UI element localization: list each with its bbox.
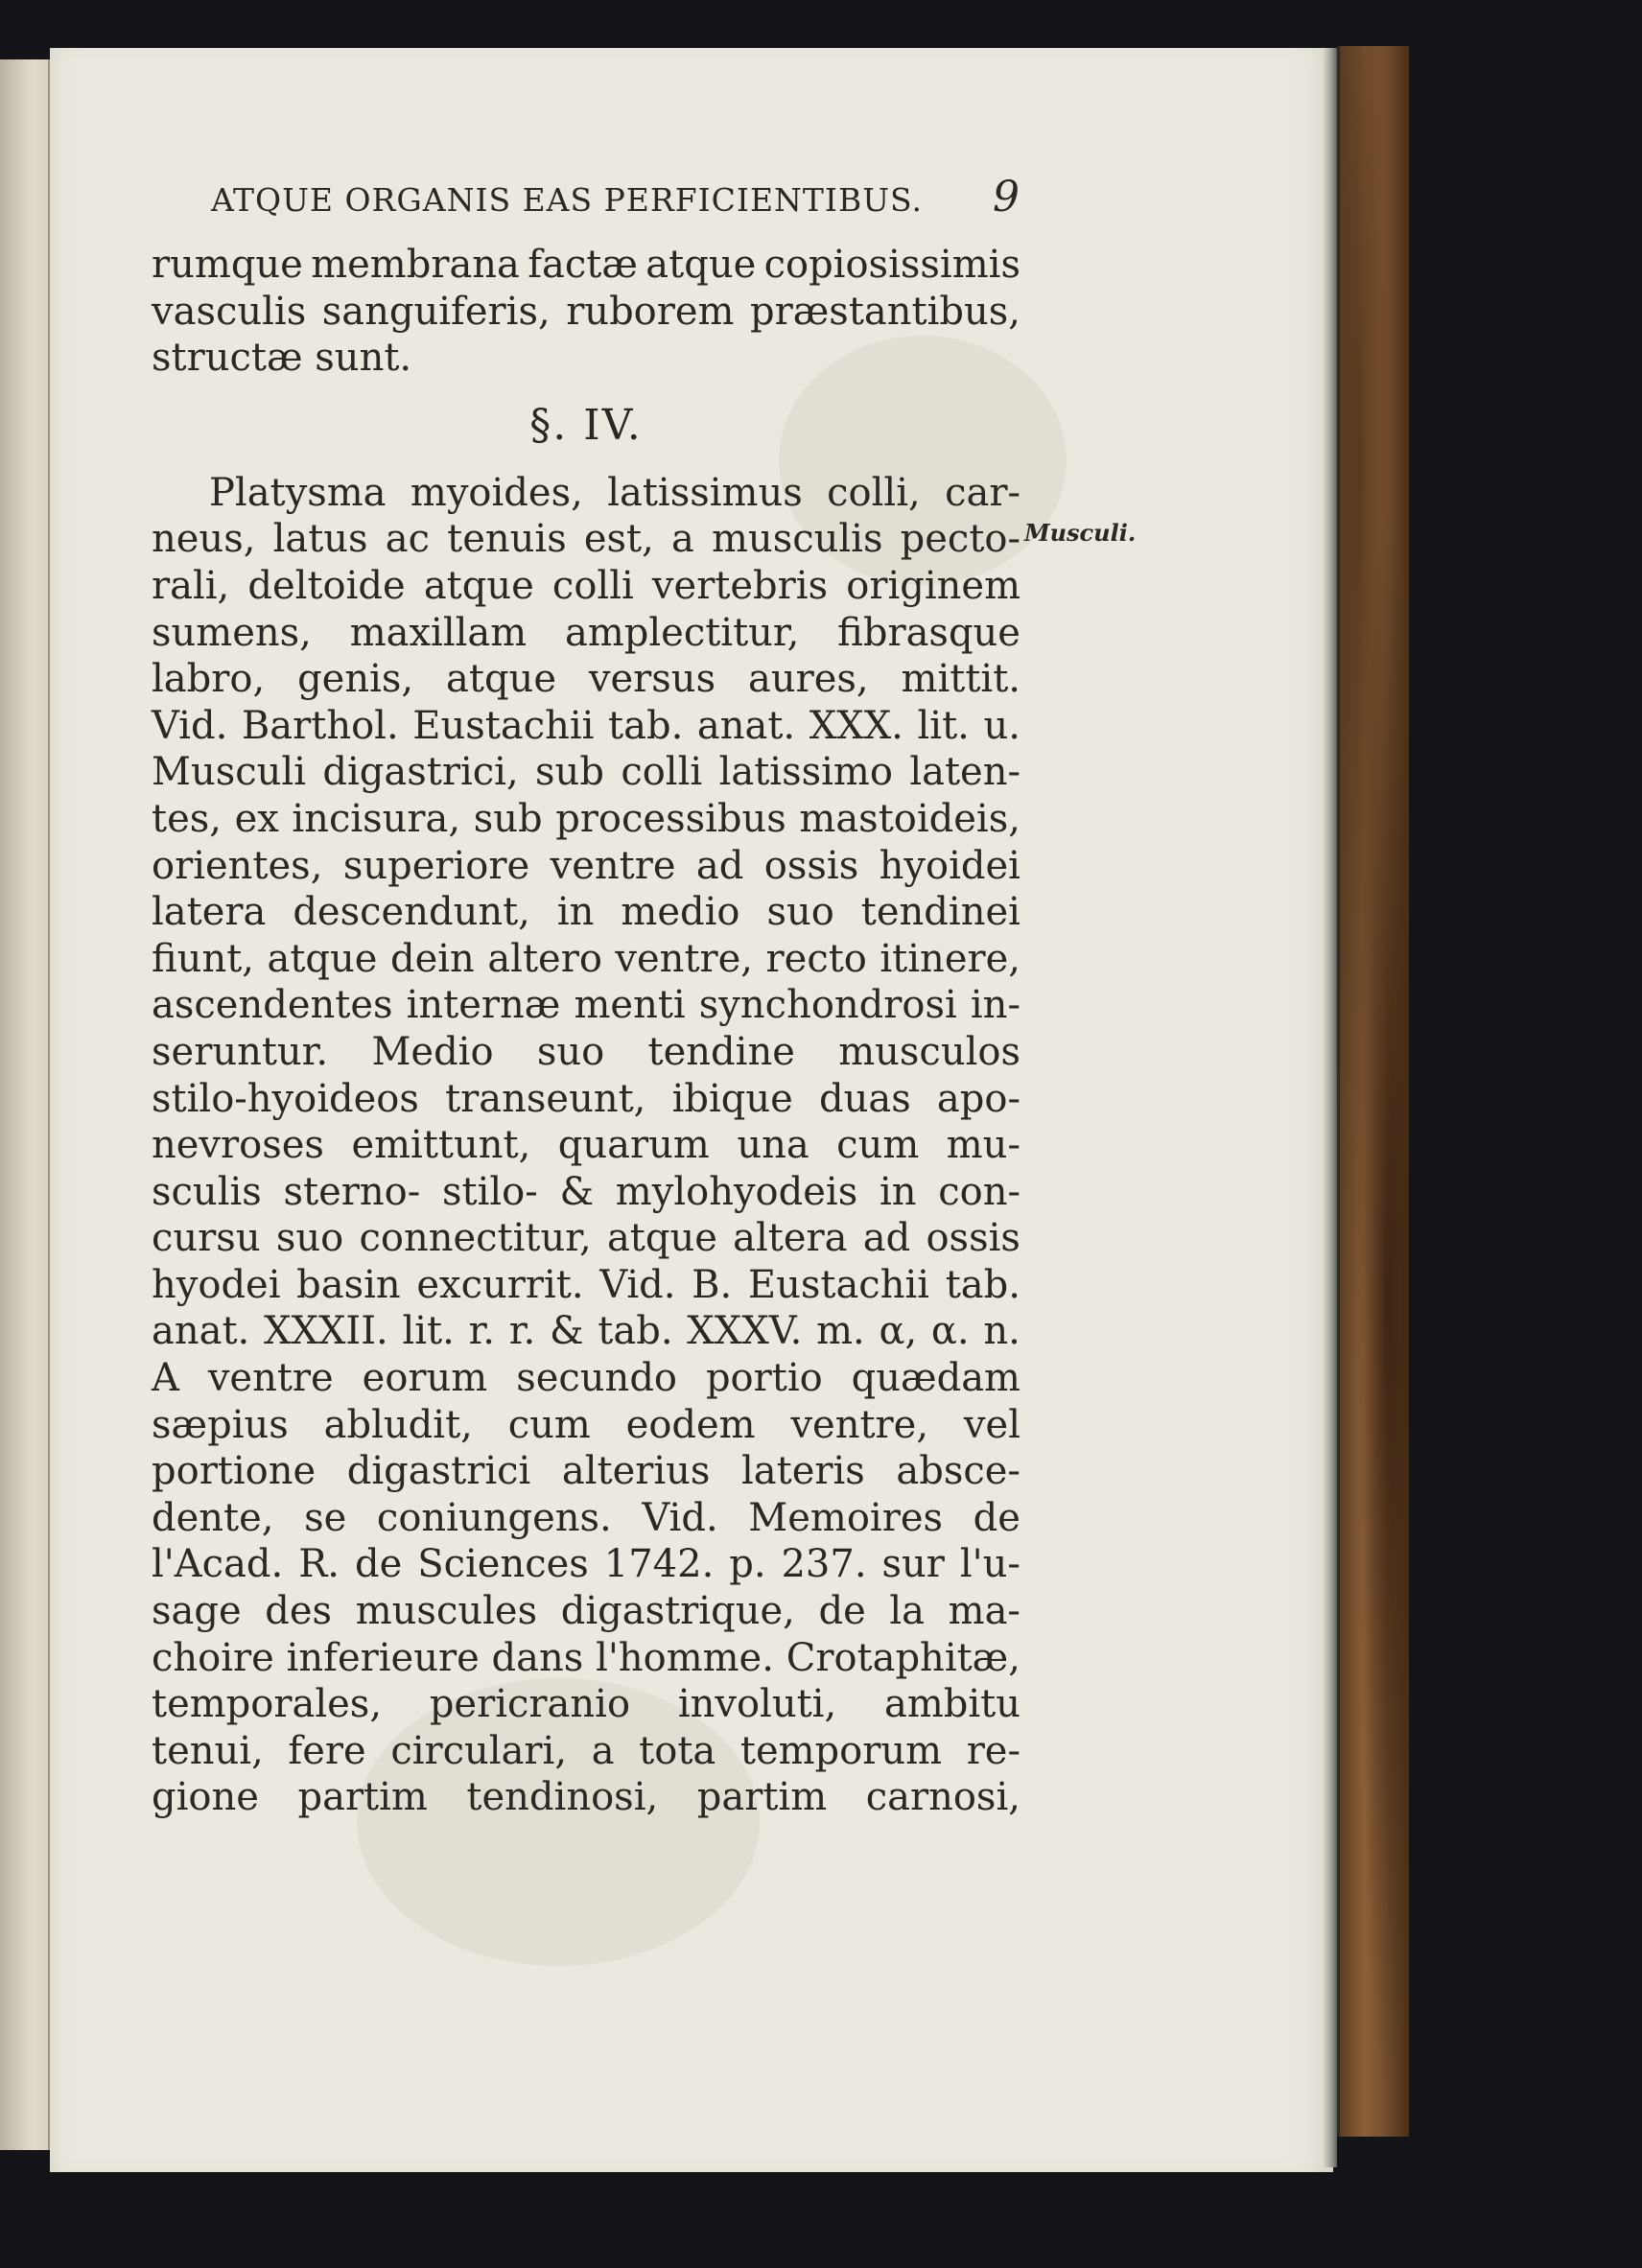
word: ad: [695, 843, 744, 888]
word: eorum: [362, 1356, 488, 1401]
word: copiosissimis: [763, 243, 1020, 287]
word: est,: [583, 517, 654, 562]
word: muscules: [355, 1589, 538, 1634]
text-line: [152, 1402, 1020, 1449]
word: latera: [152, 890, 267, 935]
word: tab.: [608, 703, 684, 748]
word: circulari,: [390, 1728, 568, 1773]
word: latus: [272, 517, 368, 562]
word: seruntur.: [152, 1029, 329, 1074]
word: des: [265, 1589, 333, 1634]
word: Crotaphitæ,: [786, 1635, 1020, 1680]
word: Vid.: [599, 1262, 676, 1307]
word: lit.: [402, 1309, 455, 1354]
word: fibrasque: [837, 610, 1020, 655]
word: Barthol.: [241, 703, 399, 748]
text-line: [152, 1728, 1020, 1775]
word: latissimus: [607, 470, 803, 515]
word: suo: [275, 1216, 344, 1261]
word: suo: [766, 890, 834, 935]
word: de: [973, 1495, 1020, 1540]
word: originem: [846, 563, 1020, 608]
word: transeunt,: [445, 1076, 646, 1121]
word: ascendentes: [152, 983, 393, 1028]
word: tes,: [152, 796, 222, 841]
text-line: [152, 563, 1020, 610]
word: la: [889, 1589, 926, 1634]
word: mu-: [946, 1123, 1020, 1168]
text-line: [152, 982, 1020, 1029]
text-line: [152, 1169, 1020, 1216]
word: latissimo: [718, 750, 893, 795]
word: in-: [970, 983, 1020, 1028]
word: Musculi: [152, 750, 306, 795]
word: portio: [705, 1356, 823, 1401]
word: cum: [836, 1123, 920, 1168]
word: in: [879, 1169, 917, 1214]
word: carnosi,: [865, 1775, 1020, 1820]
word: altero: [487, 936, 602, 981]
word: cursu: [152, 1216, 261, 1261]
word: sumens,: [152, 610, 312, 655]
word: ac: [385, 517, 430, 562]
word: u.: [983, 703, 1020, 748]
word: tab.: [945, 1262, 1020, 1307]
word: tota: [639, 1728, 716, 1773]
word: atque: [606, 1216, 717, 1261]
text-line: [152, 1029, 1020, 1076]
text-line: [152, 1635, 1020, 1682]
word: genis,: [297, 657, 414, 702]
word: sanguiferis,: [321, 289, 551, 334]
word: a: [671, 517, 694, 562]
word: re-: [966, 1728, 1020, 1773]
word: colli: [551, 563, 634, 608]
text-line: [152, 1681, 1020, 1728]
word: coniungens.: [376, 1495, 612, 1540]
word: sub: [473, 796, 543, 841]
lines-before-heading: [152, 242, 1020, 382]
word: suo: [536, 1029, 605, 1074]
word: præstantibus,: [749, 289, 1020, 334]
word: 237.: [781, 1542, 867, 1587]
text-line: [152, 843, 1020, 890]
word: mylohyodeis: [615, 1169, 858, 1214]
word: α.: [930, 1309, 970, 1354]
word: atque: [423, 563, 534, 608]
word: membrana: [311, 243, 520, 287]
text-line: [152, 242, 1020, 289]
word: tab.: [598, 1309, 673, 1354]
word: gione: [152, 1775, 259, 1820]
word: vasculis: [152, 289, 307, 334]
word: m.: [816, 1309, 865, 1354]
word: partim: [696, 1775, 828, 1820]
word: l'homme.: [596, 1635, 774, 1680]
text-line: [152, 889, 1020, 936]
word: orientes,: [152, 843, 323, 888]
word: lit.: [917, 703, 970, 748]
text-line: [152, 656, 1020, 703]
text-line: [152, 289, 1020, 336]
word: 1742.: [603, 1542, 715, 1587]
word: abludit,: [323, 1402, 473, 1447]
word: sæpius: [152, 1402, 289, 1447]
word: vertebris: [651, 563, 829, 608]
word: synchondrosi: [698, 983, 957, 1028]
word: in: [556, 890, 595, 935]
word: recto: [765, 936, 867, 981]
text-line: [152, 1308, 1020, 1355]
word: dein: [389, 936, 475, 981]
word: ma-: [948, 1589, 1020, 1634]
word: de: [354, 1542, 403, 1587]
word: tendine: [647, 1029, 795, 1074]
text-line: [152, 516, 1020, 563]
word: partim: [297, 1775, 428, 1820]
word: lateris: [741, 1449, 865, 1494]
word: nevroses: [152, 1123, 324, 1168]
text-line: [152, 1448, 1020, 1495]
word: temporum: [739, 1728, 943, 1773]
page-number: 9: [993, 173, 1020, 222]
word: stilo-hyoideos: [152, 1076, 419, 1121]
word: Eustachii: [412, 703, 595, 748]
word: ruborem: [566, 289, 735, 334]
word: internæ: [406, 983, 561, 1028]
word: rali,: [152, 563, 230, 608]
page-edge: [1324, 48, 1337, 2167]
word: portione: [152, 1449, 317, 1494]
word: XXX.: [809, 703, 903, 748]
word: involuti,: [677, 1682, 837, 1727]
previous-page-edge: [0, 59, 50, 2150]
word: ex: [234, 796, 279, 841]
word: hyodei: [152, 1262, 281, 1307]
word: quædam: [851, 1356, 1020, 1401]
word: Memoires: [748, 1495, 944, 1540]
word: myoides,: [410, 470, 583, 515]
word: sage: [152, 1589, 242, 1634]
word: apo-: [936, 1076, 1020, 1121]
word: colli,: [827, 470, 921, 515]
word: dente,: [152, 1495, 274, 1540]
word: sterno-: [283, 1169, 421, 1214]
word: con-: [938, 1169, 1020, 1214]
word: ambitu: [883, 1682, 1020, 1727]
word: pericranio: [429, 1682, 631, 1727]
text-line: [152, 470, 1020, 517]
word: musculos: [838, 1029, 1020, 1074]
word: Sciences: [417, 1542, 589, 1587]
paragraph: [152, 470, 1020, 1821]
word: mittit.: [901, 657, 1020, 702]
word: incisura,: [292, 796, 461, 841]
text-line: [152, 1355, 1020, 1402]
word: r.: [508, 1309, 536, 1354]
word: ad: [862, 1216, 911, 1261]
word: tendinosi,: [466, 1775, 659, 1820]
word: sub: [535, 750, 604, 795]
word: a: [591, 1728, 615, 1773]
word: digastrici,: [322, 750, 519, 795]
word: aures,: [748, 657, 869, 702]
word: atque: [446, 657, 556, 702]
word: XXXV.: [687, 1309, 803, 1354]
text-block: [152, 173, 1020, 1821]
word: descendunt,: [293, 890, 530, 935]
word: stilo-: [441, 1169, 538, 1214]
word: inferieure: [286, 1635, 480, 1680]
section-heading: §. IV.: [529, 400, 643, 450]
word: ventre,: [615, 936, 754, 981]
word: labro,: [152, 657, 266, 702]
word: hyoidei: [879, 843, 1020, 888]
text-line: [152, 1262, 1020, 1309]
running-head: [211, 173, 1020, 242]
word: eodem: [625, 1402, 756, 1447]
word: tenui,: [152, 1728, 264, 1773]
word: maxillam: [349, 610, 528, 655]
word: connectitur,: [359, 1216, 592, 1261]
word: l'Acad.: [152, 1542, 284, 1587]
word: car-: [945, 470, 1020, 515]
word: processibus: [555, 796, 786, 841]
text-line: [152, 1122, 1020, 1169]
word: ossis: [926, 1216, 1020, 1261]
text-line: structæ sunt.: [152, 336, 412, 381]
word: superiore: [342, 843, 530, 888]
word: vel: [963, 1402, 1020, 1447]
word: B.: [692, 1262, 733, 1307]
word: A: [152, 1356, 179, 1401]
text-line: [152, 1076, 1020, 1123]
word: r.: [468, 1309, 496, 1354]
text-line: [152, 610, 1020, 657]
word: excurrit.: [416, 1262, 584, 1307]
word: rumque: [152, 243, 303, 287]
word: &: [559, 1169, 595, 1214]
word: &: [549, 1309, 584, 1354]
word: ventre: [207, 1356, 334, 1401]
word: Vid.: [642, 1495, 718, 1540]
word: R.: [298, 1542, 340, 1587]
word: mastoideis,: [799, 796, 1020, 841]
word: dans: [491, 1635, 584, 1680]
word: alterius: [561, 1449, 711, 1494]
word: digastrique,: [560, 1589, 795, 1634]
margin-note: Musculi.: [1024, 519, 1137, 547]
word: colli: [621, 750, 703, 795]
word: choire: [152, 1635, 274, 1680]
word: ventre,: [790, 1402, 929, 1447]
text-line: [152, 1215, 1020, 1262]
text-line: [152, 1495, 1020, 1542]
word: Platysma: [209, 470, 387, 515]
word: anat.: [696, 703, 796, 748]
word: Medio: [371, 1029, 494, 1074]
word: absce-: [896, 1449, 1020, 1494]
word: atque: [267, 936, 378, 981]
word: cum: [507, 1402, 591, 1447]
word: Eustachii: [747, 1262, 930, 1307]
word: una: [737, 1123, 809, 1168]
word: ventre: [550, 843, 676, 888]
word: quarum: [557, 1123, 710, 1168]
text-line: [152, 1588, 1020, 1635]
word: sculis: [152, 1169, 262, 1214]
word: neus,: [152, 517, 256, 562]
text-line: [152, 936, 1020, 983]
word: secundo: [516, 1356, 677, 1401]
running-head-title: ATQUE ORGANIS EAS PERFICIENTIBUS.: [211, 181, 923, 219]
word: emittunt,: [351, 1123, 531, 1168]
word: medio: [621, 890, 740, 935]
word: atque: [645, 243, 757, 287]
text-line: [152, 703, 1020, 750]
word: n.: [983, 1309, 1020, 1354]
word: α,: [879, 1309, 918, 1354]
word: Vid.: [152, 703, 228, 748]
word: basin: [296, 1262, 401, 1307]
word: laten-: [909, 750, 1020, 795]
word: tendinei: [860, 890, 1020, 935]
word: fere: [288, 1728, 366, 1773]
word: pecto-: [900, 517, 1020, 562]
word: XXXII.: [263, 1309, 388, 1354]
book-cover-edge: [1337, 46, 1409, 2137]
word: altera: [733, 1216, 848, 1261]
word: versus: [588, 657, 716, 702]
word: ibique: [671, 1076, 793, 1121]
word: l'u-: [959, 1542, 1020, 1587]
word: itinere,: [880, 936, 1020, 981]
word: de: [818, 1589, 866, 1634]
word: se: [304, 1495, 347, 1540]
word: ossis: [763, 843, 859, 888]
word: fiunt,: [152, 936, 254, 981]
word: musculis: [712, 517, 883, 562]
word: anat.: [152, 1309, 250, 1354]
word: amplectitur,: [564, 610, 800, 655]
word: factæ: [528, 243, 638, 287]
word: tenuis: [447, 517, 567, 562]
word: deltoide: [247, 563, 406, 608]
text-line: [152, 1774, 1020, 1821]
word: duas: [818, 1076, 911, 1121]
word: sur: [881, 1542, 945, 1587]
word: menti: [574, 983, 686, 1028]
word: p.: [729, 1542, 766, 1587]
text-line: [152, 796, 1020, 843]
text-line: [152, 749, 1020, 796]
word: digastrici: [346, 1449, 531, 1494]
word: temporales,: [152, 1682, 383, 1727]
text-line: [152, 1541, 1020, 1588]
